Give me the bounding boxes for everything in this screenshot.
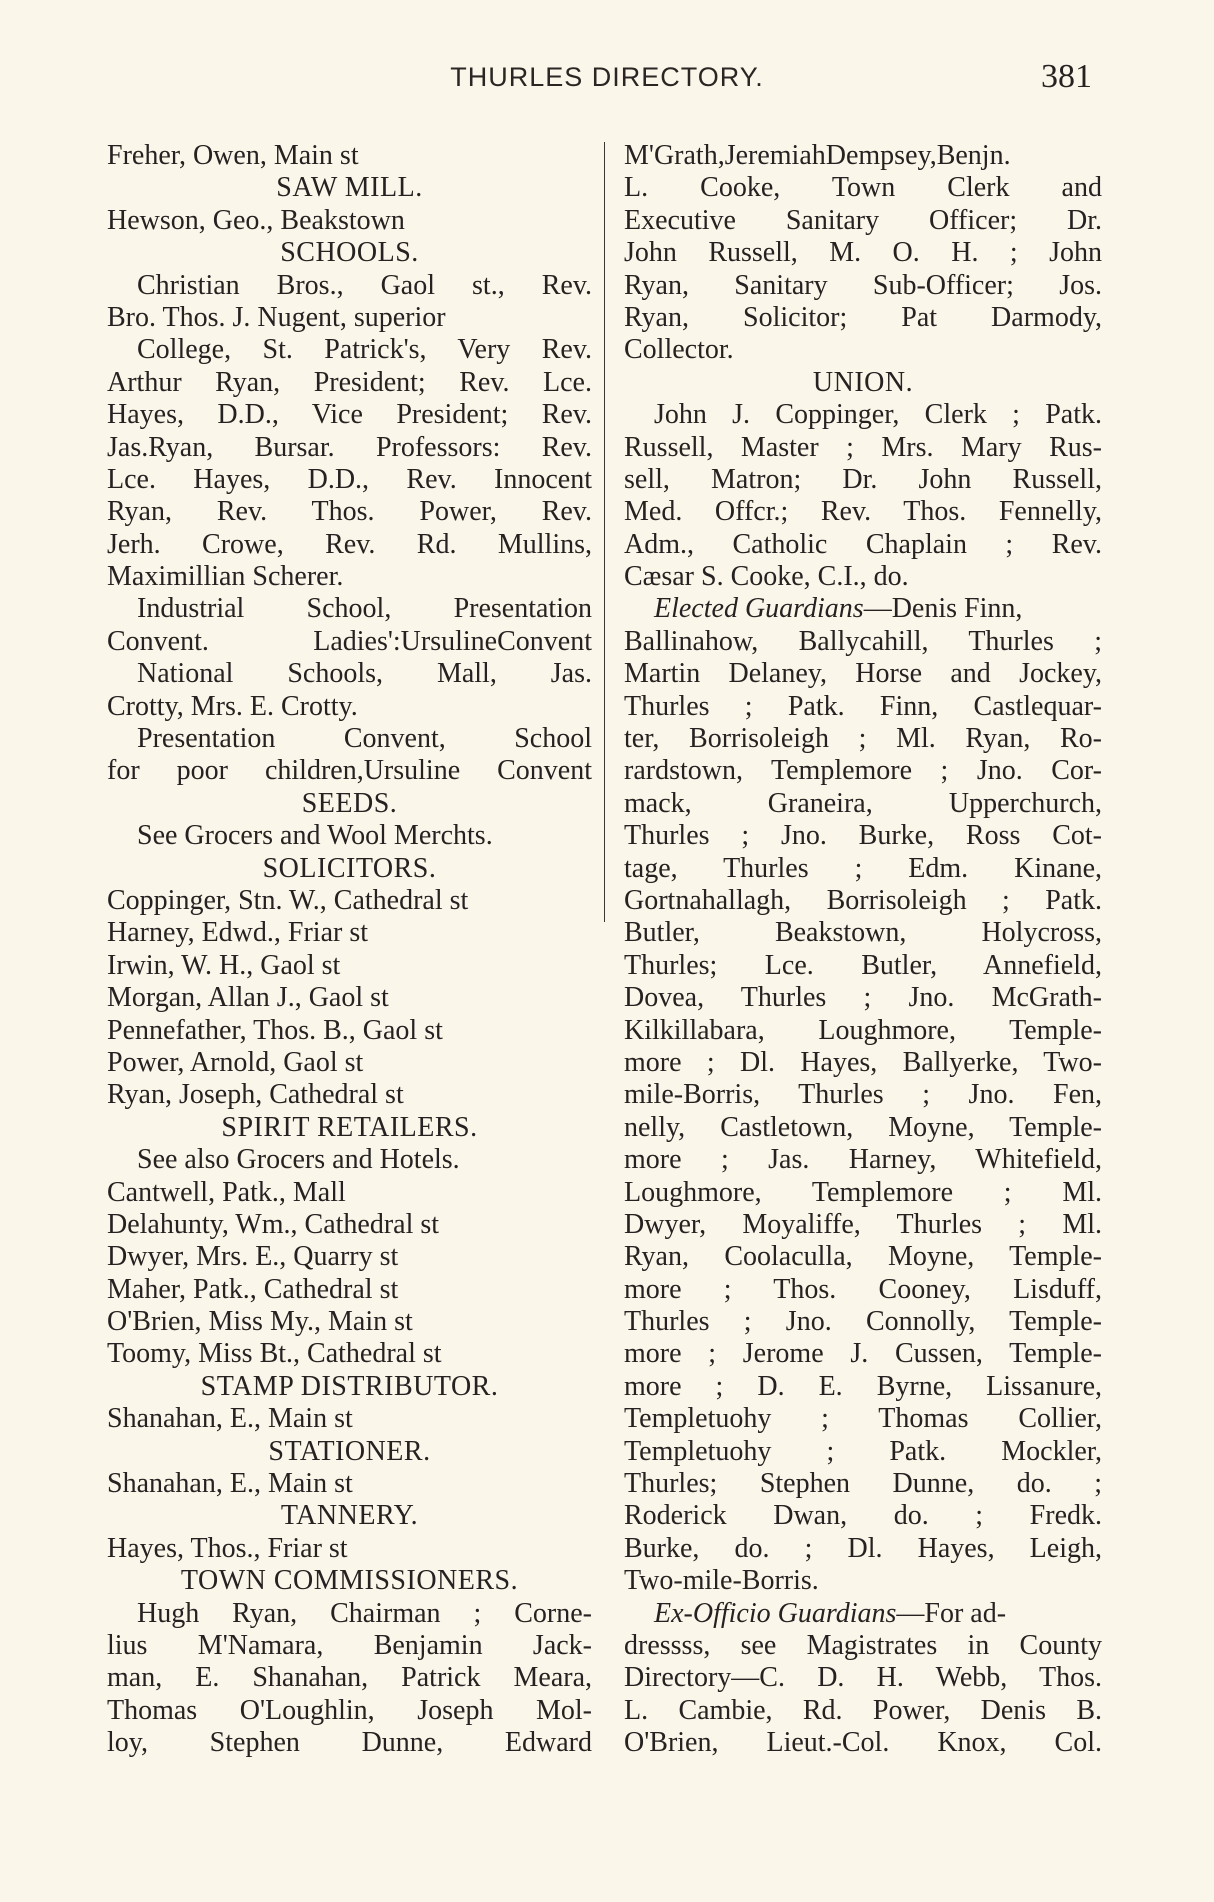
entry: Thurles; Stephen Dunne, do. ; — [624, 1468, 1102, 1500]
elected-guardians-label: Elected Guardians — [654, 593, 864, 625]
entry: Gortnahallagh, Borrisoleigh ; Patk. — [624, 884, 1102, 916]
entry: dressss, see Magistrates in County — [624, 1629, 1102, 1661]
running-title: THURLES DIRECTORY. — [450, 62, 764, 92]
entry: Christian Bros., Gaol st., Rev. — [137, 269, 592, 301]
entry: sell, Matron; Dr. John Russell, — [624, 463, 1102, 495]
entry: Bro. Thos. J. Nugent, superior — [107, 301, 446, 333]
section-heading: SOLICITORS. — [262, 852, 437, 884]
entry: Lce. Hayes, D.D., Rev. Innocent — [107, 463, 592, 495]
entry: Freher, Owen, Main st — [107, 140, 359, 171]
section-heading: TOWN COMMISSIONERS. — [180, 1565, 519, 1597]
entry: Loughmore, Templemore ; Ml. — [624, 1176, 1102, 1208]
entry: more ; D. E. Byrne, Lissanure, — [624, 1370, 1102, 1402]
entry: M'Grath,JeremiahDempsey,Benjn. — [624, 140, 1011, 171]
entry: Templetuohy ; Patk. Mockler, — [624, 1435, 1102, 1467]
entry — [624, 593, 1102, 625]
section-heading: SEEDS. — [301, 787, 398, 819]
entry: Dwyer, Mrs. E., Quarry st — [107, 1241, 399, 1273]
entry: Industrial School, Presentation — [137, 593, 592, 625]
entry-text: —For ad- — [896, 1597, 1007, 1629]
entry: mile-Borris, Thurles ; Jno. Fen, — [624, 1079, 1102, 1111]
entry: man, E. Shanahan, Patrick Meara, — [107, 1662, 592, 1694]
entry: Dwyer, Moyaliffe, Thurles ; Ml. — [624, 1208, 1102, 1240]
entry-text: —Denis Finn, — [863, 593, 1023, 625]
page-number: 381 — [1041, 58, 1092, 95]
page-header — [0, 58, 1214, 102]
section-heading: UNION. — [812, 366, 914, 398]
entry: Jas.Ryan, Bursar. Professors: Rev. — [107, 431, 592, 463]
entry: for poor children,Ursuline Convent — [107, 755, 592, 787]
entry: ter, Borrisoleigh ; Ml. Ryan, Ro- — [624, 723, 1102, 755]
entry: Hayes, D.D., Vice President; Rev. — [107, 399, 592, 431]
entry: more ; Dl. Hayes, Ballyerke, Two- — [624, 1046, 1102, 1078]
entry: Hayes, Thos., Friar st — [107, 1532, 348, 1564]
section-heading: STAMP DISTRIBUTOR. — [200, 1370, 499, 1402]
entry: rardstown, Templemore ; Jno. Cor- — [624, 755, 1102, 787]
entry: Kilkillabara, Loughmore, Temple- — [624, 1014, 1102, 1046]
entry: Cantwell, Patk., Mall — [107, 1176, 346, 1208]
section-heading: SCHOOLS. — [280, 237, 419, 269]
entry: Morgan, Allan J., Gaol st — [107, 982, 389, 1014]
entry: Delahunty, Wm., Cathedral st — [107, 1208, 440, 1240]
ex-officio-guardians-label: Ex-Officio Guardians — [654, 1597, 897, 1629]
entry: John J. Coppinger, Clerk ; Patk. — [654, 399, 1102, 431]
right-column — [624, 140, 1102, 1760]
entry: Ryan, Joseph, Cathedral st — [107, 1079, 404, 1111]
entry: Thurles ; Patk. Finn, Castlequar- — [624, 690, 1102, 722]
entry: Thomas O'Loughlin, Joseph Mol- — [107, 1694, 592, 1726]
entry: Shanahan, E., Main st — [107, 1468, 353, 1500]
column-divider — [604, 142, 605, 922]
section-heading: STATIONER. — [268, 1435, 431, 1467]
left-column — [107, 140, 592, 1760]
entry: Hewson, Geo., Beakstown — [107, 204, 405, 236]
entry: Thurles ; Jno. Burke, Ross Cot- — [624, 820, 1102, 852]
entry: National Schools, Mall, Jas. — [137, 658, 592, 690]
entry: Thurles; Lce. Butler, Annefield, — [624, 949, 1102, 981]
entry: Crotty, Mrs. E. Crotty. — [107, 690, 358, 722]
entry: loy, Stephen Dunne, Edward — [107, 1727, 592, 1759]
entry: Russell, Master ; Mrs. Mary Rus- — [624, 431, 1102, 463]
entry: Shanahan, E., Main st — [107, 1403, 353, 1435]
entry: Collector. — [624, 334, 734, 366]
entry: Executive Sanitary Officer; Dr. — [624, 204, 1102, 236]
entry: Ryan, Sanitary Sub-Officer; Jos. — [624, 269, 1102, 301]
entry: Adm., Catholic Chaplain ; Rev. — [624, 528, 1102, 560]
entry: Ryan, Solicitor; Pat Darmody, — [624, 301, 1102, 333]
entry: L. Cambie, Rd. Power, Denis B. — [624, 1694, 1102, 1726]
entry: Ballinahow, Ballycahill, Thurles ; — [624, 625, 1102, 657]
entry: Coppinger, Stn. W., Cathedral st — [107, 884, 469, 916]
entry: Ryan, Rev. Thos. Power, Rev. — [107, 496, 592, 528]
entry: Dovea, Thurles ; Jno. McGrath- — [624, 982, 1102, 1014]
entry: more ; Jas. Harney, Whitefield, — [624, 1144, 1102, 1176]
entry: Directory—C. D. H. Webb, Thos. — [624, 1662, 1102, 1694]
entry: Thurles ; Jno. Connolly, Temple- — [624, 1306, 1102, 1338]
entry: Butler, Beakstown, Holycross, — [624, 917, 1102, 949]
entry: Ryan, Coolaculla, Moyne, Temple- — [624, 1241, 1102, 1273]
entry: Maher, Patk., Cathedral st — [107, 1273, 399, 1305]
entry: Toomy, Miss Bt., Cathedral st — [107, 1338, 442, 1370]
entry: See also Grocers and Hotels. — [137, 1144, 460, 1176]
entry: Hugh Ryan, Chairman ; Corne- — [137, 1597, 592, 1629]
entry: more ; Thos. Cooney, Lisduff, — [624, 1273, 1102, 1305]
entry: Power, Arnold, Gaol st — [107, 1046, 364, 1078]
entry: College, St. Patrick's, Very Rev. — [137, 334, 592, 366]
entry: Two-mile-Borris. — [624, 1565, 819, 1597]
entry: tage, Thurles ; Edm. Kinane, — [624, 852, 1102, 884]
entry: Jerh. Crowe, Rev. Rd. Mullins, — [107, 528, 592, 560]
entry: Presentation Convent, School — [137, 723, 592, 755]
entry: more ; Jerome J. Cussen, Temple- — [624, 1338, 1102, 1370]
entry: O'Brien, Miss My., Main st — [107, 1306, 413, 1338]
section-heading: SPIRIT RETAILERS. — [221, 1111, 478, 1143]
entry: L. Cooke, Town Clerk and — [624, 172, 1102, 204]
section-heading: SAW MILL. — [276, 172, 423, 204]
entry: Maximillian Scherer. — [107, 561, 344, 593]
entry: Pennefather, Thos. B., Gaol st — [107, 1014, 443, 1046]
entry: Cæsar S. Cooke, C.I., do. — [624, 561, 909, 593]
entry: Med. Offcr.; Rev. Thos. Fennelly, — [624, 496, 1102, 528]
entry: mack, Graneira, Upperchurch, — [624, 787, 1102, 819]
entry: Burke, do. ; Dl. Hayes, Leigh, — [624, 1532, 1102, 1564]
entry: Convent. Ladies':UrsulineConvent — [107, 625, 592, 657]
entry: See Grocers and Wool Merchts. — [137, 820, 493, 852]
entry: Templetuohy ; Thomas Collier, — [624, 1403, 1102, 1435]
entry: John Russell, M. O. H. ; John — [624, 237, 1102, 269]
entry: Harney, Edwd., Friar st — [107, 917, 369, 949]
entry: Arthur Ryan, President; Rev. Lce. — [107, 366, 592, 398]
entry: O'Brien, Lieut.-Col. Knox, Col. — [624, 1727, 1102, 1759]
entry: lius M'Namara, Benjamin Jack- — [107, 1629, 592, 1661]
section-heading: TANNERY. — [280, 1500, 419, 1532]
entry: Martin Delaney, Horse and Jockey, — [624, 658, 1102, 690]
entry — [624, 1598, 1102, 1630]
entry: Irwin, W. H., Gaol st — [107, 949, 341, 981]
entry: Roderick Dwan, do. ; Fredk. — [624, 1500, 1102, 1532]
entry: nelly, Castletown, Moyne, Temple- — [624, 1111, 1102, 1143]
